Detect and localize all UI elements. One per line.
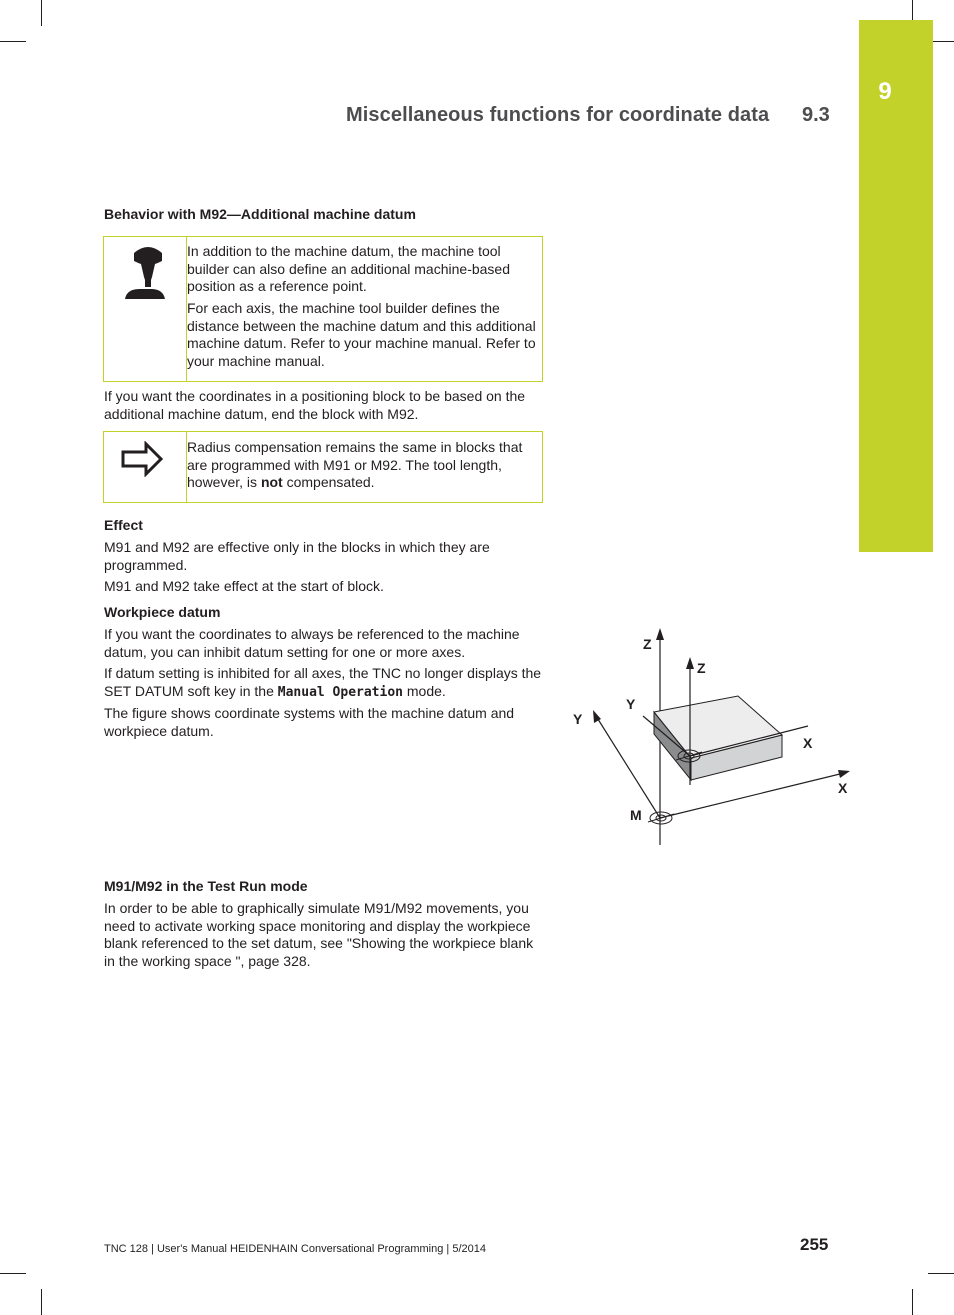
heading-workpiece-datum: Workpiece datum [104,604,221,620]
body-paragraph: The figure shows coordinate systems with the machine datum and workpiece datum. [104,705,515,739]
machine-x-axis [660,773,844,818]
running-header-section: 9.3 [802,104,830,126]
crop-mark [0,41,26,42]
heading-effect: Effect [104,517,143,533]
note-paragraph [187,439,537,492]
text-part: If datum setting is inhibited for all axes, the TNC no longer displays the SET DATUM soft key in the [104,665,542,699]
body-paragraph: If you want the coordinates to always be referenced to the machine datum, you can inhibit datum setting for one or more axes. [104,626,520,660]
body-paragraph: In order to be able to graphically simulate M91/M92 movements, you need to activate working space monitoring and display the workpiece blank referenced to the set datum, see "Showing the workpiece blank in the working space ", page 328. [104,900,534,969]
machine-z-arrow [656,628,664,640]
heading-test-run: M91/M92 in the Test Run mode [104,878,308,894]
machine-y-axis [596,716,660,818]
body-paragraph: If you want the coordinates in a positioning block to be based on the additional machine datum, end the block with M92. [104,388,526,422]
machine-y-label: Y [573,711,583,727]
text-part: mode. [403,682,446,699]
machine-datum-label: M [630,807,642,823]
note-box-radius-compensation [103,431,543,503]
machine-datum-symbol [648,812,674,824]
machine-x-arrow [838,770,850,778]
workpiece-x-label: X [803,735,813,751]
body-paragraph: M91 and M92 are effective only in the blocks in which they are programmed. [104,539,490,573]
arrow-right-icon [120,441,164,477]
chapter-tab [859,20,933,552]
note-paragraph: For each axis, the machine tool builder defines the distance between the machine datum and this additional machine datum. Refer to your machine manual. Refer to your machine manual. [187,300,536,369]
heading-m92: Behavior with M92—Additional machine datum [104,206,416,222]
mode-name: Manual Operation [277,684,403,700]
page-number: 255 [800,1235,829,1254]
running-header-title: Miscellaneous functions for coordinate data [346,104,770,126]
note-text-part: Radius compensation remains the same in blocks that are programmed with M91 or M92. The tool length, however, is [187,439,523,491]
body-paragraph [104,665,546,701]
crop-mark [912,1289,913,1315]
crop-mark [912,0,913,20]
machine-x-label: X [838,780,848,796]
workpiece-z-arrow [686,657,694,669]
crop-mark [0,1273,26,1274]
machine-z-label: Z [643,636,652,652]
crop-mark [41,0,42,26]
note-paragraph: In addition to the machine datum, the machine tool builder can also define an additional machine-based position as a reference point. [187,243,510,295]
chapter-number: 9 [878,78,892,105]
footer-text: TNC 128 | User's Manual HEIDENHAIN Conversational Programming | 5/2014 [104,1243,486,1255]
note-box-machine-builder [103,236,543,382]
workpiece-z-label: Z [697,660,706,676]
note-text-emphasis: not [260,474,283,491]
machine-tool-builder-icon [124,247,166,303]
body-paragraph: M91 and M92 take effect at the start of block. [104,578,384,594]
datum-coordinate-figure [560,620,860,860]
note-text-part: compensated. [282,474,375,491]
crop-mark [41,1289,42,1315]
workpiece-y-label: Y [626,696,636,712]
crop-mark [928,1273,954,1274]
